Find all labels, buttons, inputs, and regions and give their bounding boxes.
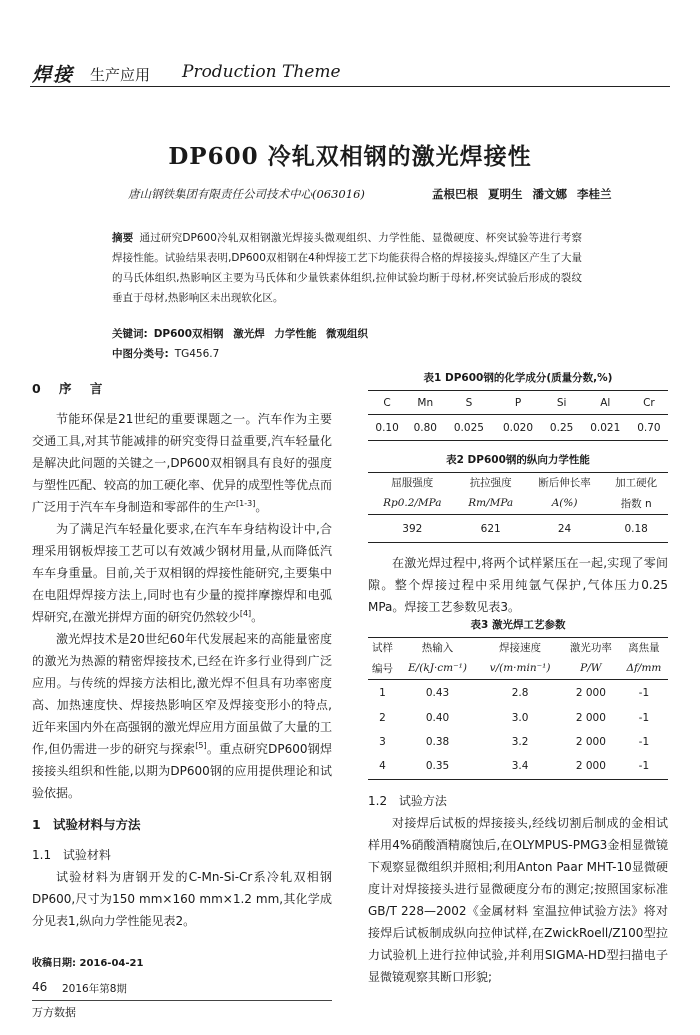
table1-header: P bbox=[514, 396, 522, 409]
table3-cell: 0.35 bbox=[425, 760, 450, 773]
section-0-heading: 0 序 言 bbox=[32, 381, 103, 396]
table3-cell: 2 000 bbox=[575, 735, 606, 748]
intro-paragraph-2: 为了满足汽车轻量化要求,在汽车车身结构设计中,合理采用钢板焊接工艺可以有效减少钢材用量,从而降低汽车车身重量。目前,关于双相钢的焊接性能研究,主要集中在电阻焊焊接方法上,同时也有少量的搅拌摩擦焊和电弧焊研究,在激光拼焊方面的研究仍然较少[4]。 bbox=[32, 522, 332, 624]
abstract bbox=[112, 228, 582, 308]
table3-cell: 2 000 bbox=[575, 686, 606, 699]
section-1-1-heading: 1.1 试验材料 bbox=[32, 848, 111, 862]
table2-unit: Rp0.2/MPa bbox=[383, 497, 442, 510]
table3-cell: 2 000 bbox=[575, 711, 606, 724]
table3-cell: 3 bbox=[379, 735, 386, 748]
table3-cell: 0.40 bbox=[425, 711, 450, 724]
abstract-text: 通过研究DP600冷轧双相钢激光焊接头微观组织、力学性能、显微硬度、杯突试验等进行考察焊接性能。试验结果表明,DP600双相钢在4种焊接工艺下均能获得合格的焊接接头,焊缝区产生了大量的马氏体组织,热影响区主要为马氏体和少量铁素体组织,拉伸试验均断于母材,杯突试验后形成的裂纹垂直于母材,热影响区未出现软化区。 bbox=[112, 232, 582, 304]
table3-cell: -1 bbox=[638, 735, 650, 748]
table3 bbox=[368, 637, 668, 780]
authors: 孟根巴根 夏明生 潘文娜 李桂兰 bbox=[432, 187, 612, 201]
table2-unit: 指数 n bbox=[620, 497, 652, 510]
table2-unit: A(%) bbox=[551, 497, 578, 510]
table2 bbox=[368, 472, 668, 543]
table1-header: Cr bbox=[643, 396, 655, 409]
source-watermark: 万方数据 bbox=[32, 1006, 76, 1019]
table1-cell: 0.021 bbox=[590, 421, 621, 434]
table1-cell: 0.10 bbox=[375, 421, 399, 434]
table3-header: 热输入 bbox=[421, 642, 454, 655]
table2-cell: 621 bbox=[480, 522, 501, 535]
table2-header: 断后伸长率 bbox=[538, 477, 591, 490]
table1-cell: 0.020 bbox=[502, 421, 534, 434]
table1-header: S bbox=[465, 396, 473, 409]
header-rule bbox=[30, 86, 670, 87]
materials-paragraph: 试验材料为唐钢开发的C-Mn-Si-Cr系冷轧双相钢DP600,尺寸为150 mm×160 mm×1.2 mm,其化学成分见表1,纵向力学性能见表2。 bbox=[32, 870, 332, 928]
table3-header: 试样 bbox=[371, 642, 393, 655]
table3-cell: -1 bbox=[638, 760, 650, 773]
section-1-heading: 1 试验材料与方法 bbox=[32, 817, 141, 832]
table3-unit: E/(kJ·cm⁻¹) bbox=[408, 662, 467, 675]
received-date: 收稿日期: 2016-04-21 bbox=[32, 958, 144, 969]
table3-unit: 编号 bbox=[371, 662, 393, 675]
table3-cell: 4 bbox=[379, 760, 386, 773]
table1 bbox=[368, 390, 668, 441]
table3-unit: Δf/mm bbox=[626, 662, 662, 675]
table2-caption: 表2 DP600钢的纵向力学性能 bbox=[446, 454, 590, 466]
keywords-label: 关键词: bbox=[112, 328, 148, 340]
section-1-2-heading: 1.2 试验方法 bbox=[368, 794, 447, 808]
table1-caption: 表1 DP600钢的化学成分(质量分数,%) bbox=[423, 372, 613, 384]
table3-cell: 3.0 bbox=[511, 711, 529, 724]
theme-label: Production Theme bbox=[182, 62, 341, 82]
table3-cell: 3.4 bbox=[511, 760, 529, 773]
table2-cell: 0.18 bbox=[624, 522, 648, 535]
table3-cell: 2.8 bbox=[511, 686, 529, 699]
table3-unit: v/(m·min⁻¹) bbox=[489, 662, 551, 675]
affiliation: 唐山钢铁集团有限责任公司技术中心(063016) bbox=[128, 187, 365, 201]
table3-unit: P/W bbox=[580, 662, 602, 675]
methods-paragraph: 对接焊后试板的焊接接头,经线切割后制成的金相试样用4%硝酸酒精腐蚀后,在OLYMPUS-PMG3金相显微镜下观察显微组织并照相;利用Anton Paar MHT-10显微硬度计对焊接接头进行显微硬度分布的测定;按照国家标准GB/T 228—2002《金属材料 室温拉伸试验方法》将对接焊后试板制成纵向拉伸试样,在ZwickRoell/Z100型拉力试验机上进行拉伸试验,并利用SIGMA-HD型扫描电子显微镜观察其断口形貌; bbox=[368, 816, 668, 984]
table2-header: 屈服强度 bbox=[391, 477, 434, 490]
section-label: 生产应用 bbox=[90, 66, 151, 84]
table1-cell: 0.70 bbox=[637, 421, 661, 434]
right-paragraph-1: 在激光焊过程中,将两个试样紧压在一起,实现了零间隙。整个焊接过程中采用纯氩气保护,气体压力0.25 MPa。焊接工艺参数见表3。 bbox=[368, 556, 668, 614]
table2-header: 抗拉强度 bbox=[469, 477, 512, 490]
right-column-methods bbox=[368, 790, 668, 988]
intro-paragraph-1: 节能环保是21世纪的重要课题之一。汽车作为主要交通工具,对其节能减排的研究变得日益重要,汽车轻量化是解决此问题的关键之一,DP600双相钢具有良好的强度与塑性匹配、较高的加工硬化率、优异的成型性等优点而广泛用于汽车车身制造和零部件的生产[1-3]。 bbox=[32, 412, 333, 514]
table1-cell: 0.80 bbox=[413, 421, 437, 434]
abstract-label: 摘要 bbox=[112, 232, 134, 244]
paper-title: DP600 冷轧双相钢的激光焊接性 bbox=[168, 143, 532, 170]
table1-header: Si bbox=[556, 396, 567, 409]
table1-cell: 0.025 bbox=[453, 421, 484, 434]
table3-cell: 2 bbox=[379, 711, 386, 724]
keywords-value: DP600双相钢 激光焊 力学性能 微观组织 bbox=[153, 328, 368, 340]
table1-header: C bbox=[383, 396, 391, 409]
clc-value: TG456.7 bbox=[174, 348, 220, 360]
table2-cell: 392 bbox=[402, 522, 423, 535]
page-number: 46 bbox=[32, 980, 48, 994]
footnote-rule bbox=[32, 1000, 332, 1001]
table3-cell: 0.43 bbox=[425, 686, 450, 699]
table1-header: Al bbox=[600, 396, 611, 409]
table3-cell: 3.2 bbox=[511, 735, 529, 748]
table1-header: Mn bbox=[417, 396, 434, 409]
table2-cell: 24 bbox=[557, 522, 572, 535]
journal-logo: 焊接 bbox=[32, 64, 75, 86]
table3-cell: -1 bbox=[638, 711, 650, 724]
table3-header: 激光功率 bbox=[569, 642, 612, 655]
table3-header: 焊接速度 bbox=[499, 642, 542, 655]
table3-caption: 表3 激光焊工艺参数 bbox=[470, 619, 566, 631]
table3-cell: 1 bbox=[379, 686, 386, 699]
intro-paragraph-3: 激光焊技术是20世纪60年代发展起来的高能量密度的激光为热源的精密焊接技术,已经在许多行业得到广泛应用。与传统的焊接方法相比,激光焊不但具有功率密度高、加热速度快、焊接热影响区窄及焊接变形小的特点,近年来国内外在高强钢的激光焊应用方面虽做了大量的工作,但仍需进一步的研究与探索[5]。重点研究DP600钢焊接接头组织和性能,以期为DP600钢的应用提供理论和试验依据。 bbox=[32, 632, 333, 800]
table3-cell: 0.38 bbox=[425, 735, 450, 748]
table3-cell: -1 bbox=[638, 686, 650, 699]
left-column bbox=[32, 378, 332, 932]
clc-label: 中图分类号: bbox=[112, 348, 169, 360]
table2-header: 加工硬化 bbox=[615, 477, 658, 490]
table1-cell: 0.25 bbox=[549, 421, 574, 434]
keywords-block bbox=[112, 324, 368, 364]
table2-unit: Rm/MPa bbox=[468, 497, 514, 510]
table3-cell: 2 000 bbox=[575, 760, 606, 773]
table3-header: 离焦量 bbox=[628, 642, 660, 655]
issue-label: 2016年第8期 bbox=[62, 983, 127, 995]
